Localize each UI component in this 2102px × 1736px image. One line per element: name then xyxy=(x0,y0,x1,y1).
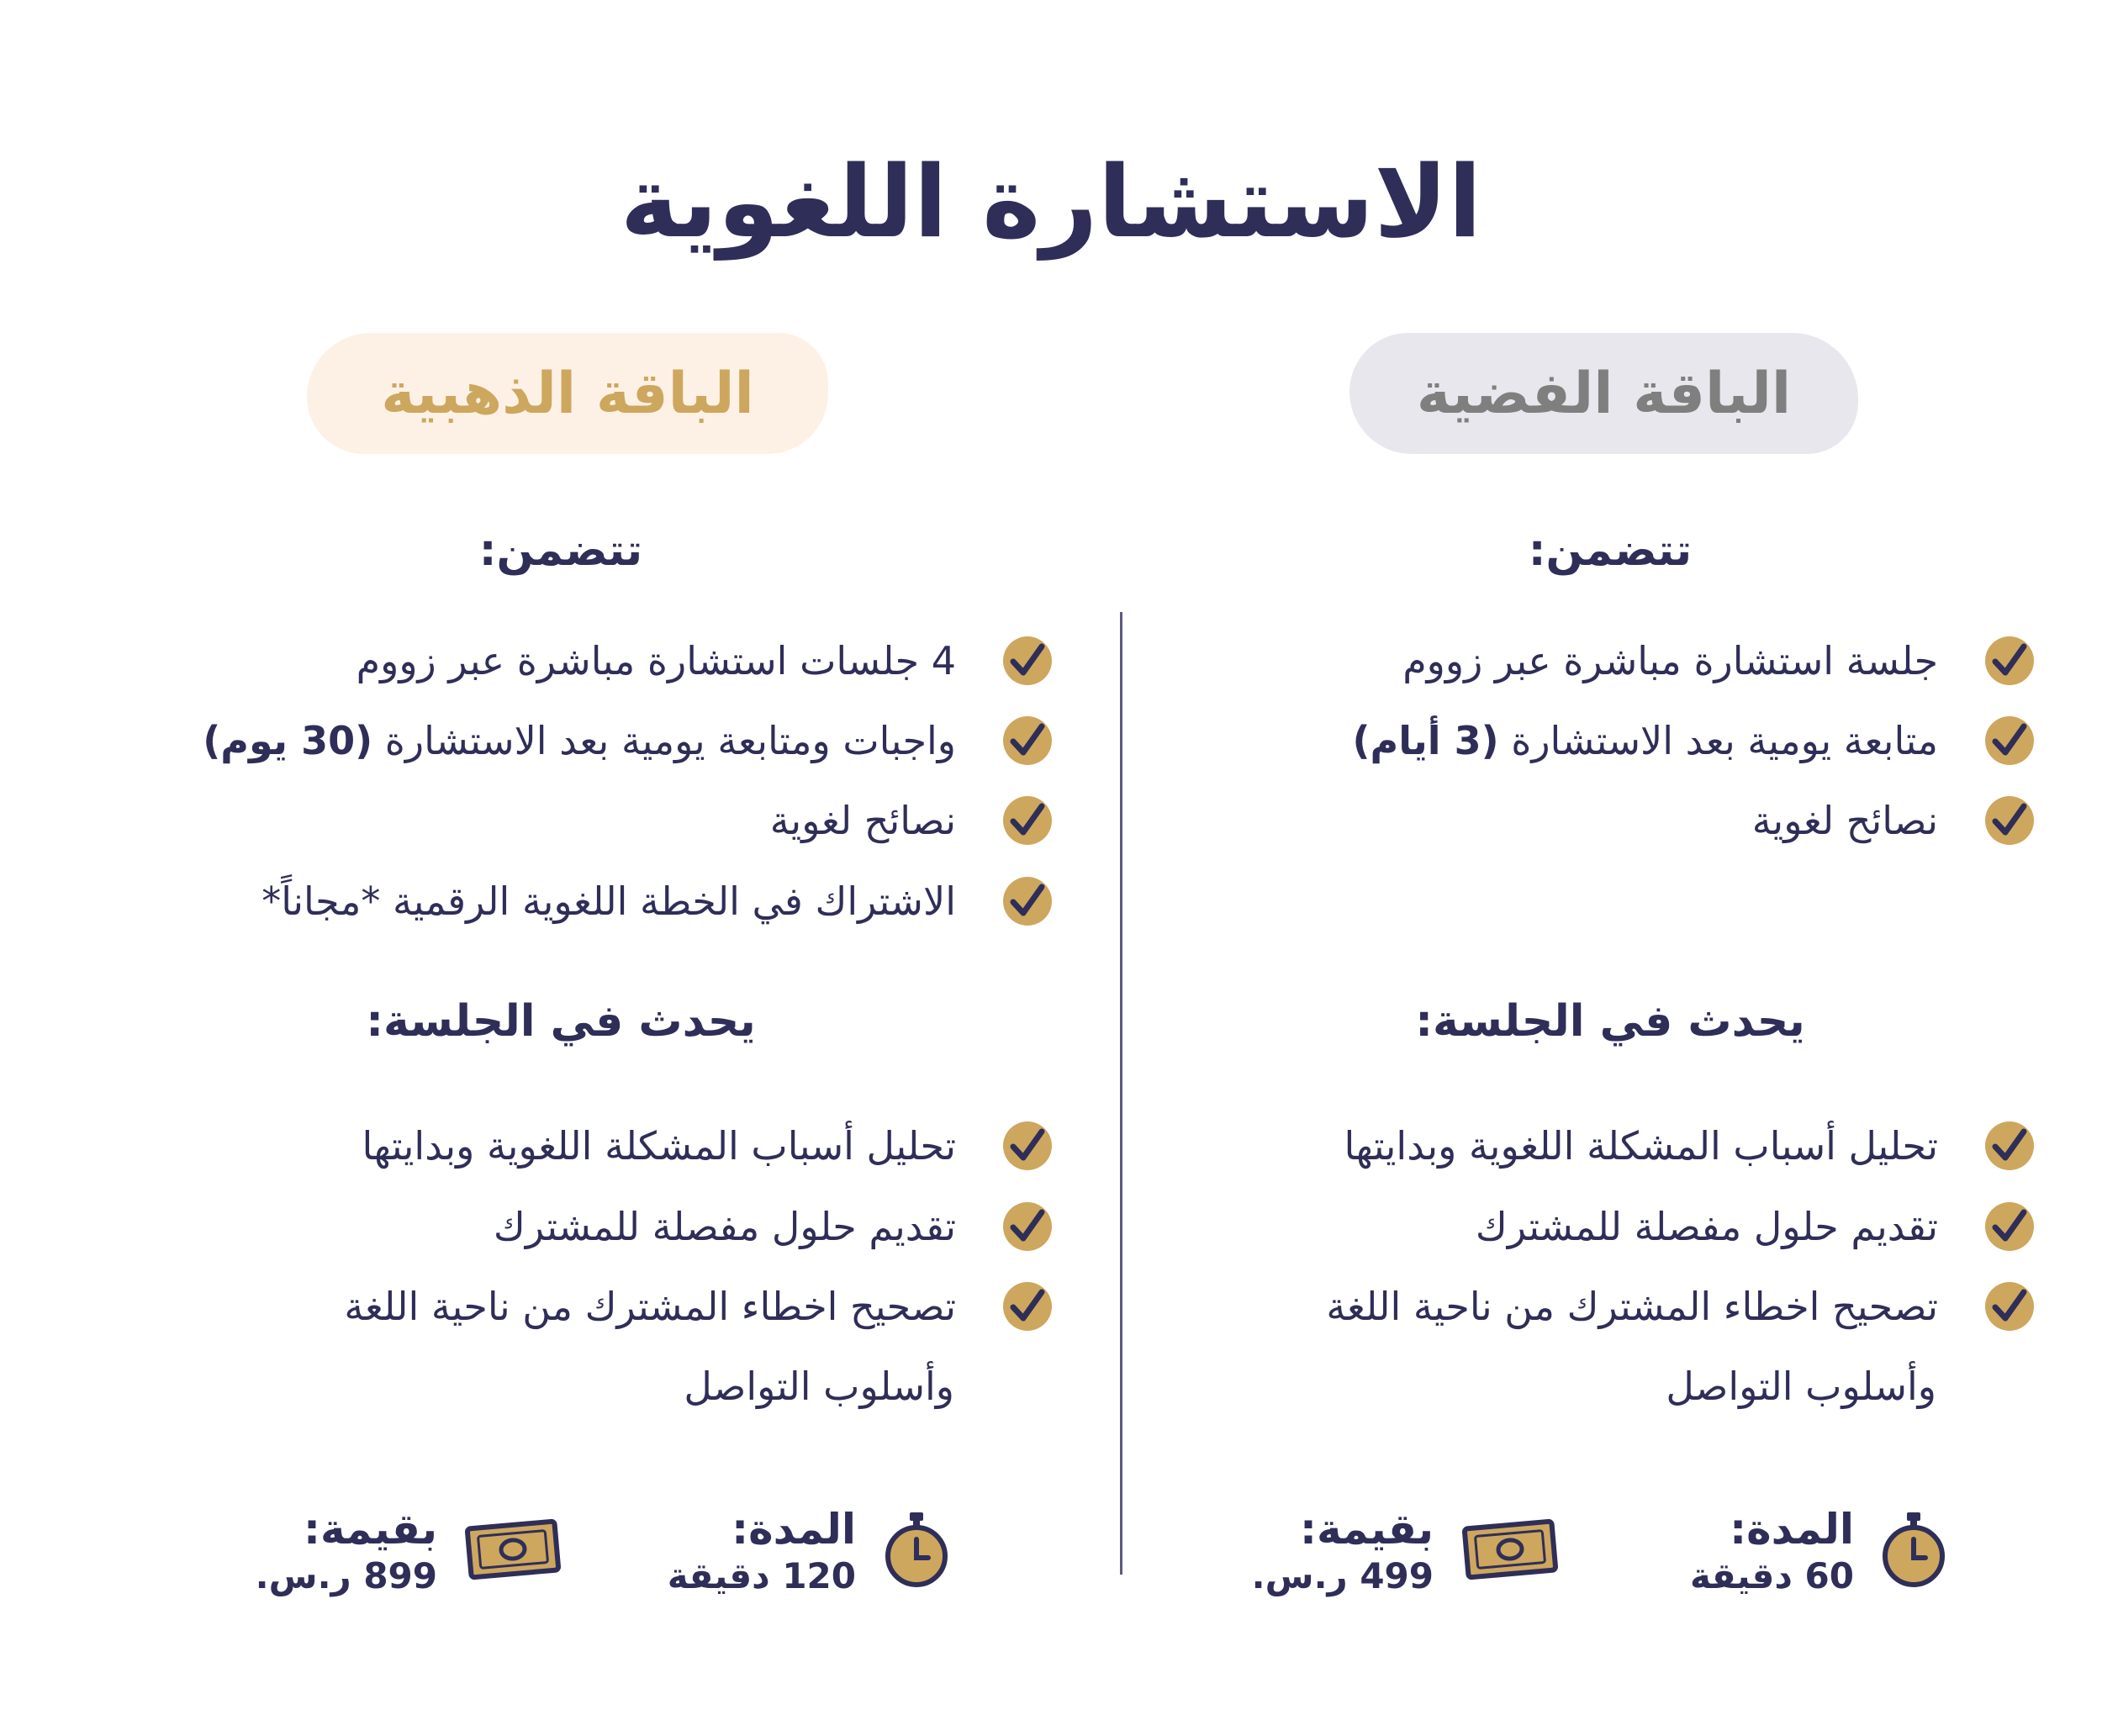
silver-price-value: 499 ر.س. xyxy=(1251,1555,1434,1596)
check-circle-icon xyxy=(1984,1201,2035,1252)
gold-include-item xyxy=(770,791,1053,850)
gold-session-item xyxy=(494,1197,1053,1256)
silver-followup-duration: (3 أيام) xyxy=(1352,718,1499,763)
check-circle-icon xyxy=(1002,1201,1053,1252)
silver-include-item xyxy=(1402,631,2035,690)
gold-include-text: واجبات ومتابعة يومية بعد الاستشارة (30 يوم) xyxy=(203,718,956,763)
gold-session-text: تقديم حلول مفصلة للمشترك xyxy=(493,1204,956,1249)
check-circle-icon xyxy=(1984,1281,2035,1332)
stopwatch-icon xyxy=(876,1509,957,1590)
banknote-icon xyxy=(1461,1517,1559,1582)
gold-include-item xyxy=(356,631,1053,690)
gold-session-text: تحليل أسباب المشكلة اللغوية وبدايتها xyxy=(362,1123,956,1169)
gold-include-item xyxy=(203,711,1053,770)
silver-session-item xyxy=(1476,1197,2035,1256)
check-circle-icon xyxy=(1984,795,2035,846)
gold-includes-heading: تتضمن: xyxy=(478,525,643,576)
silver-session-text: تقديم حلول مفصلة للمشترك xyxy=(1475,1204,1938,1249)
gold-duration xyxy=(668,1505,856,1599)
silver-duration-value: 60 دقيقة xyxy=(1690,1555,1854,1596)
column-divider xyxy=(1120,612,1122,1575)
gold-followup-duration: (30 يوم) xyxy=(203,718,373,763)
check-circle-icon xyxy=(1002,876,1053,926)
check-circle-icon xyxy=(1002,715,1053,766)
gold-price-label: بقيمة: xyxy=(303,1505,437,1554)
gold-session-item xyxy=(344,1277,1053,1336)
check-circle-icon xyxy=(1002,636,1053,686)
stopwatch-icon xyxy=(1873,1509,1954,1590)
check-circle-icon xyxy=(1002,1121,1053,1171)
gold-include-text: الاشتراك في الخطة اللغوية الرقمية *مجاناً* xyxy=(261,879,956,924)
silver-session-text: تصحيح اخطاء المشترك من ناحية اللغة xyxy=(1326,1284,1938,1329)
check-circle-icon xyxy=(1002,795,1053,846)
gold-package-badge: الباقة الذهبية xyxy=(307,333,828,454)
silver-include-text: متابعة يومية بعد الاستشارة (3 أيام) xyxy=(1352,718,1938,763)
gold-session-continuation: وأسلوب التواصل xyxy=(684,1364,954,1409)
silver-session-item xyxy=(1326,1277,2035,1336)
page-title: الاستشارة اللغوية xyxy=(620,144,1482,260)
gold-session-item xyxy=(362,1116,1053,1175)
gold-duration-value: 120 دقيقة xyxy=(667,1555,856,1596)
silver-includes-heading: تتضمن: xyxy=(1528,525,1693,576)
check-circle-icon xyxy=(1984,715,2035,766)
check-circle-icon xyxy=(1984,1121,2035,1171)
silver-session-item xyxy=(1344,1116,2035,1175)
silver-session-text: تحليل أسباب المشكلة اللغوية وبدايتها xyxy=(1344,1123,1938,1169)
silver-package-badge: الباقة الفضية xyxy=(1349,333,1858,454)
silver-include-item xyxy=(1752,791,2035,850)
silver-price xyxy=(1252,1505,1434,1599)
silver-include-text: جلسة استشارة مباشرة عبر زووم xyxy=(1402,638,1938,683)
silver-session-continuation: وأسلوب التواصل xyxy=(1666,1364,1936,1409)
silver-session-heading: يحدث في الجلسة: xyxy=(1415,996,1805,1047)
gold-duration-label: المدة: xyxy=(731,1505,856,1554)
check-circle-icon xyxy=(1984,636,2035,686)
gold-include-text: نصائح لغوية xyxy=(769,798,956,843)
banknote-icon xyxy=(464,1517,562,1582)
silver-include-text: نصائح لغوية xyxy=(1751,798,1938,843)
silver-duration xyxy=(1690,1505,1854,1599)
gold-session-text: تصحيح اخطاء المشترك من ناحية اللغة xyxy=(344,1284,956,1329)
silver-include-item xyxy=(1353,711,2036,770)
silver-duration-label: المدة: xyxy=(1730,1505,1854,1554)
gold-include-item xyxy=(261,872,1053,931)
gold-price-value: 899 ر.س. xyxy=(255,1555,437,1596)
check-circle-icon xyxy=(1002,1281,1053,1332)
gold-price xyxy=(256,1505,437,1599)
silver-price-label: بقيمة: xyxy=(1299,1505,1434,1554)
gold-include-text: 4 جلسات استشارة مباشرة عبر زووم xyxy=(356,638,956,683)
gold-session-heading: يحدث في الجلسة: xyxy=(366,996,756,1047)
